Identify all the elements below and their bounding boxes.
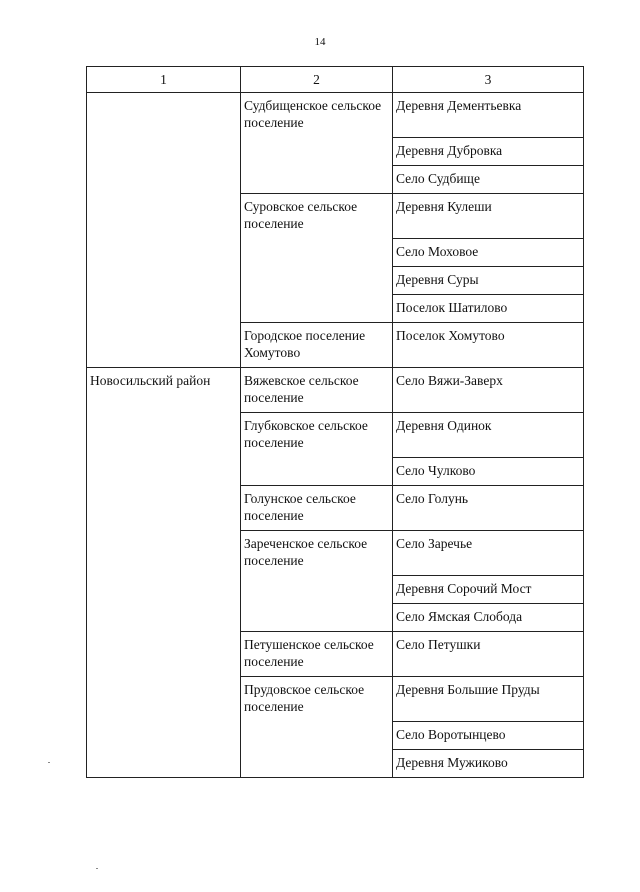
district-cell: Новосильский район (87, 368, 241, 778)
locality-cell: Село Чулково (393, 458, 584, 486)
locality-cell: Село Моховое (393, 239, 584, 267)
settlement-cell: Городское поселение Хомутово (241, 323, 393, 368)
locality-cell: Село Голунь (393, 486, 584, 531)
locality-cell: Деревня Большие Пруды (393, 677, 584, 722)
settlements-table (86, 66, 584, 778)
locality-cell: Село Ямская Слобода (393, 604, 584, 632)
settlement-cell: Вяжевское сельское поселение (241, 368, 393, 413)
locality-cell: Деревня Дементьевка (393, 93, 584, 138)
locality-cell: Село Петушки (393, 632, 584, 677)
locality-cell: Деревня Сорочий Мост (393, 576, 584, 604)
settlement-cell: Глубковское сельское поселение (241, 413, 393, 486)
settlement-cell: Петушенское сельское поселение (241, 632, 393, 677)
table-row (87, 368, 584, 413)
table-row (87, 93, 584, 138)
scan-speck (48, 762, 50, 763)
locality-cell: Поселок Шатилово (393, 295, 584, 323)
settlement-cell: Суровское сельское поселение (241, 194, 393, 323)
header-row (87, 67, 584, 93)
column-header-1: 1 (87, 67, 241, 93)
settlement-cell: Прудовское сельское поселение (241, 677, 393, 778)
locality-cell: Деревня Одинок (393, 413, 584, 458)
locality-cell: Деревня Дубровка (393, 138, 584, 166)
settlement-cell: Зареченское сельское поселение (241, 531, 393, 632)
settlement-cell: Судбищенское сельское поселение (241, 93, 393, 194)
locality-cell: Село Воротынцево (393, 722, 584, 750)
district-cell (87, 93, 241, 368)
locality-cell: Поселок Хомутово (393, 323, 584, 368)
column-header-3: 3 (393, 67, 584, 93)
page-number: 14 (314, 36, 326, 48)
column-header-2: 2 (241, 67, 393, 93)
locality-cell: Деревня Суры (393, 267, 584, 295)
scan-speck (96, 868, 98, 869)
locality-cell: Деревня Кулеши (393, 194, 584, 239)
locality-cell: Село Вяжи-Заверх (393, 368, 584, 413)
settlement-cell: Голунское сельское поселение (241, 486, 393, 531)
locality-cell: Село Судбище (393, 166, 584, 194)
locality-cell: Село Заречье (393, 531, 584, 576)
locality-cell: Деревня Мужиково (393, 750, 584, 778)
